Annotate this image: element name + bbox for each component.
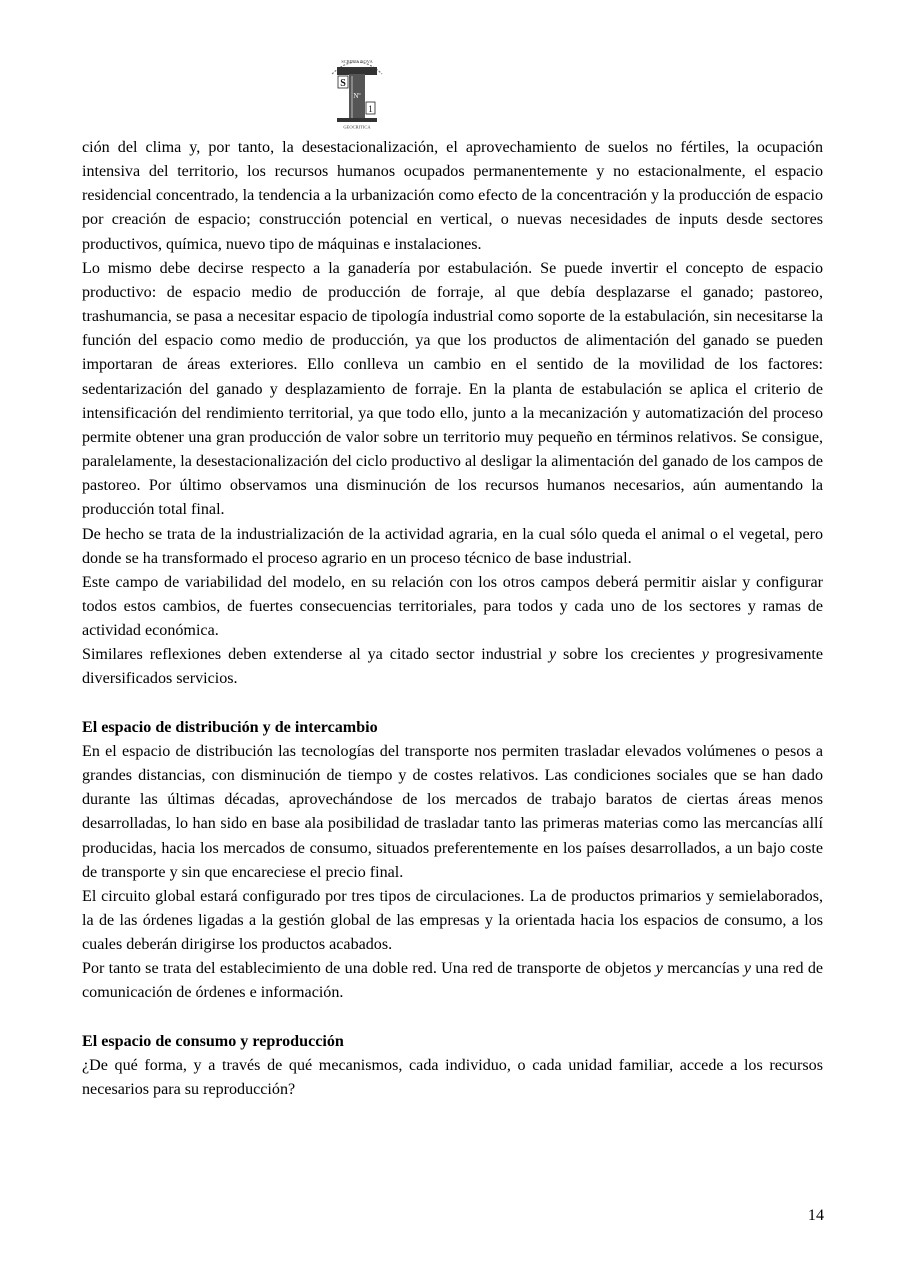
doble-red-italic-1: y [655,960,663,978]
logo-bottom-text: GEOCRITICA [343,124,371,130]
similares-text-1: Similares reflexiones deben extenderse al ya citado sector industrial [82,646,549,664]
doble-red-italic-2: y [743,960,752,978]
doble-red-text-2: mercancías [662,960,744,978]
page-number: 14 [807,1207,824,1224]
similares-text-3: progresivamente diversificados servicios. [82,646,824,688]
logo-number: 1 [368,104,373,114]
logo-number-label: Nº [353,92,361,100]
paragraph-doble-red [82,957,823,1005]
logo-arc-text: SCRIPTA NOVA [341,59,373,64]
paragraph-ganaderia: Lo mismo debe decirse respecto a la ganadería por estabulación. Se puede invertir el concepto de espacio productivo: de espacio medio de producción de forraje, al que debía desplazarse el ganado; pastoreo, trashumancia, se pasa a necesitar espacio de tipología industrial como soporte de la estabulación, sin necesitarse la función del espacio como medio de producción, ya que los productos de alimentación del ganado se pueden importaran de áreas exteriores. Ello conlleva un cambio en el sentido de la movilidad de los factores: sedentarización del ganado y desplazamiento de forraje. En la planta de estabulación se aplica el criterio de intensificación del rendimiento territorial, ya que todo ello, junto a la mecanización y automatización del proceso permite obtener una gran producción de valor sobre un territorio muy pequeño en términos relativos. Se consigue, paralelamente, la desestacionalización del ciclo productivo al desligar la alimentación del ganado de los campos de pastoreo. Por último observamos una disminución de los recursos humanos necesarios, aún aumentando la producción total final. [82,259,823,519]
heading-distribucion: El espacio de distribución y de intercambio [82,718,378,736]
paragraph-clima: ción del clima y, por tanto, la desestacionalización, el aprovechamiento de suelos no fértiles, la ocupación intensiva del territorio, los recursos humanos ocupados permanentemente y no estacionalmente, el espacio residencial concentrado, la tendencia a la urbanización como efecto de la concentración y la producción de espacio por creación de espacio; construcción potencial en vertical, o nuevas necesidades de inputs desde sectores productivos, química, nuevo tipo de máquinas e instalaciones. [82,139,823,253]
similares-italic-2: y [701,646,709,664]
paragraph-industrializacion: De hecho se trata de la industrialización de la actividad agraria, en la cual sólo queda el animal o el vegetal, pero donde se ha transformado el proceso agrario en un proceso técnico de base industrial. [82,525,823,567]
paragraph-circuito-global: El circuito global estará configurado por tres tipos de circulaciones. La de productos primarios y semielaborados, la de las órdenes ligadas a la gestión global de las empresas y la orientada hacia los espacios de consumo, a los cuales deberán dirigirse los productos acabados. [82,887,823,954]
paragraph-consumo: ¿De qué forma, y a través de qué mecanismos, cada individuo, o cada unidad familiar, accede a los recursos necesarios para su reproducción? [82,1056,823,1099]
paragraph-similares [82,643,823,691]
doble-red-text-1: Por tanto se trata del establecimiento de una doble red. Una red de transporte de objetos [82,960,656,978]
paragraph-distribucion: En el espacio de distribución las tecnologías del transporte nos permiten trasladar elevados volúmenes o pesos a grandes distancias, con disminución de tiempo y de costes relativos. Las condiciones sociales que se han dado durante las últimas décadas, aprovechándose de los mercados de trabajo baratos de ciertas áreas menos desarrolladas, lo han sido en base ala posibilidad de trasladar tanto las primeras materias como las mercancías allí producidas, hacia los mercados de consumo, situados preferentemente en los países desarrollados, a un bajo coste de transporte y sin que encareciese el precio final. [82,742,823,881]
similares-italic-1: y [548,646,557,664]
page-body [82,136,823,1102]
doble-red-text-3: una red de comunicación de órdenes e información. [82,960,824,1002]
logo-emblem [326,52,388,130]
heading-consumo: El espacio de consumo y reproducción [82,1032,344,1050]
spacer [82,1006,823,1030]
logo-letter-s: S [340,78,346,89]
similares-text-2: sobre los crecientes [556,646,702,664]
spacer [82,692,823,716]
paragraph-variabilidad: Este campo de variabilidad del modelo, en su relación con los otros campos deberá permitir aislar y configurar todos estos cambios, de fuertes consecuencias territoriales, para todos y cada uno de los sectores y ramas de actividad económica. [82,573,823,640]
journal-logo [326,52,388,130]
